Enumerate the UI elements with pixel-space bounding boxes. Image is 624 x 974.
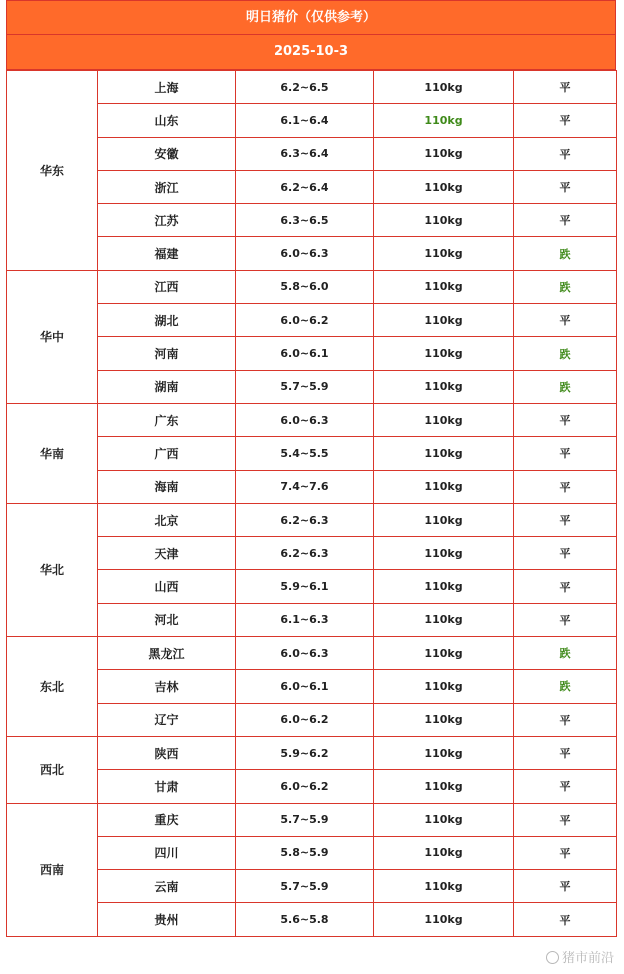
trend-cell: 平 [514, 603, 617, 636]
table-title: 明日猪价（仅供参考） [6, 0, 616, 35]
region-cell: 华东 [7, 71, 98, 271]
table-row [7, 770, 617, 803]
table-row [7, 570, 617, 603]
weight-cell: 110kg [374, 71, 514, 104]
price-cell: 5.9~6.1 [236, 570, 374, 603]
province-cell: 山西 [98, 570, 236, 603]
province-cell: 四川 [98, 836, 236, 869]
price-cell: 5.4~5.5 [236, 437, 374, 470]
table-row [7, 503, 617, 536]
trend-cell: 跌 [514, 637, 617, 670]
table-row [7, 403, 617, 436]
province-cell: 贵州 [98, 903, 236, 936]
weight-cell: 110kg [374, 836, 514, 869]
province-cell: 陕西 [98, 736, 236, 769]
weight-cell: 110kg [374, 503, 514, 536]
weight-cell: 110kg [374, 603, 514, 636]
table-row [7, 703, 617, 736]
weight-cell: 110kg [374, 670, 514, 703]
province-cell: 江苏 [98, 204, 236, 237]
table-row [7, 803, 617, 836]
province-cell: 北京 [98, 503, 236, 536]
weight-cell: 110kg [374, 403, 514, 436]
table-row [7, 104, 617, 137]
price-table [6, 70, 617, 937]
region-cell: 东北 [7, 637, 98, 737]
trend-cell: 平 [514, 870, 617, 903]
price-cell: 5.7~5.9 [236, 370, 374, 403]
trend-cell: 平 [514, 304, 617, 337]
table-row [7, 304, 617, 337]
weight-cell: 110kg [374, 903, 514, 936]
trend-cell: 平 [514, 170, 617, 203]
price-cell: 5.8~5.9 [236, 836, 374, 869]
price-cell: 6.1~6.3 [236, 603, 374, 636]
table-row [7, 537, 617, 570]
price-cell: 5.8~6.0 [236, 270, 374, 303]
province-cell: 山东 [98, 104, 236, 137]
trend-cell: 平 [514, 903, 617, 936]
price-cell: 5.9~6.2 [236, 736, 374, 769]
weight-cell: 110kg [374, 304, 514, 337]
price-cell: 6.0~6.1 [236, 337, 374, 370]
table-row [7, 836, 617, 869]
table-row [7, 437, 617, 470]
province-cell: 河南 [98, 337, 236, 370]
province-cell: 浙江 [98, 170, 236, 203]
trend-cell: 平 [514, 736, 617, 769]
price-cell: 5.7~5.9 [236, 870, 374, 903]
weight-cell: 110kg [374, 537, 514, 570]
watermark-icon [546, 951, 559, 964]
weight-cell: 110kg [374, 470, 514, 503]
weight-cell: 110kg [374, 570, 514, 603]
price-cell: 6.0~6.2 [236, 770, 374, 803]
table-row [7, 170, 617, 203]
region-cell: 华南 [7, 403, 98, 503]
trend-cell: 平 [514, 537, 617, 570]
province-cell: 安徽 [98, 137, 236, 170]
weight-cell: 110kg [374, 137, 514, 170]
region-cell: 华中 [7, 270, 98, 403]
trend-cell: 平 [514, 503, 617, 536]
weight-cell: 110kg [374, 770, 514, 803]
trend-cell: 跌 [514, 370, 617, 403]
region-cell: 西南 [7, 803, 98, 936]
price-table-body [7, 71, 617, 937]
weight-cell: 110kg [374, 736, 514, 769]
trend-cell: 跌 [514, 337, 617, 370]
province-cell: 广西 [98, 437, 236, 470]
price-table-container [6, 0, 616, 937]
price-cell: 6.2~6.4 [236, 170, 374, 203]
trend-cell: 平 [514, 836, 617, 869]
trend-cell: 平 [514, 104, 617, 137]
trend-cell: 平 [514, 204, 617, 237]
trend-cell: 平 [514, 437, 617, 470]
province-cell: 海南 [98, 470, 236, 503]
price-cell: 6.0~6.3 [236, 637, 374, 670]
province-cell: 湖南 [98, 370, 236, 403]
trend-cell: 平 [514, 570, 617, 603]
table-row [7, 470, 617, 503]
trend-cell: 平 [514, 703, 617, 736]
price-cell: 6.2~6.5 [236, 71, 374, 104]
weight-cell: 110kg [374, 637, 514, 670]
table-row [7, 270, 617, 303]
weight-cell: 110kg [374, 803, 514, 836]
price-cell: 7.4~7.6 [236, 470, 374, 503]
weight-cell: 110kg [374, 270, 514, 303]
province-cell: 河北 [98, 603, 236, 636]
table-row [7, 736, 617, 769]
province-cell: 上海 [98, 71, 236, 104]
weight-cell: 110kg [374, 703, 514, 736]
weight-cell: 110kg [374, 437, 514, 470]
table-row [7, 237, 617, 270]
price-cell: 6.0~6.2 [236, 304, 374, 337]
weight-cell: 110kg [374, 104, 514, 137]
trend-cell: 平 [514, 770, 617, 803]
watermark-text: 猪市前沿 [561, 951, 614, 966]
table-row [7, 903, 617, 936]
weight-cell: 110kg [374, 170, 514, 203]
province-cell: 湖北 [98, 304, 236, 337]
weight-cell: 110kg [374, 870, 514, 903]
region-cell: 华北 [7, 503, 98, 636]
table-row [7, 71, 617, 104]
price-cell: 6.0~6.3 [236, 237, 374, 270]
trend-cell: 跌 [514, 270, 617, 303]
trend-cell: 平 [514, 470, 617, 503]
price-cell: 6.0~6.2 [236, 703, 374, 736]
price-cell: 6.1~6.4 [236, 104, 374, 137]
table-row [7, 870, 617, 903]
weight-cell: 110kg [374, 204, 514, 237]
province-cell: 吉林 [98, 670, 236, 703]
watermark [546, 947, 614, 966]
trend-cell: 平 [514, 137, 617, 170]
table-row [7, 603, 617, 636]
price-cell: 5.7~5.9 [236, 803, 374, 836]
table-row [7, 137, 617, 170]
table-row [7, 370, 617, 403]
province-cell: 黑龙江 [98, 637, 236, 670]
weight-cell: 110kg [374, 337, 514, 370]
table-date: 2025-10-3 [6, 35, 616, 70]
trend-cell: 平 [514, 803, 617, 836]
weight-cell: 110kg [374, 370, 514, 403]
province-cell: 甘肃 [98, 770, 236, 803]
province-cell: 天津 [98, 537, 236, 570]
price-cell: 6.2~6.3 [236, 503, 374, 536]
trend-cell: 平 [514, 71, 617, 104]
province-cell: 重庆 [98, 803, 236, 836]
province-cell: 福建 [98, 237, 236, 270]
table-row [7, 670, 617, 703]
trend-cell: 跌 [514, 670, 617, 703]
table-row [7, 337, 617, 370]
price-cell: 5.6~5.8 [236, 903, 374, 936]
weight-cell: 110kg [374, 237, 514, 270]
province-cell: 云南 [98, 870, 236, 903]
table-row [7, 637, 617, 670]
province-cell: 江西 [98, 270, 236, 303]
price-cell: 6.0~6.3 [236, 403, 374, 436]
price-cell: 6.0~6.1 [236, 670, 374, 703]
province-cell: 广东 [98, 403, 236, 436]
region-cell: 西北 [7, 736, 98, 803]
price-cell: 6.3~6.4 [236, 137, 374, 170]
trend-cell: 跌 [514, 237, 617, 270]
price-cell: 6.2~6.3 [236, 537, 374, 570]
trend-cell: 平 [514, 403, 617, 436]
province-cell: 辽宁 [98, 703, 236, 736]
table-row [7, 204, 617, 237]
price-cell: 6.3~6.5 [236, 204, 374, 237]
